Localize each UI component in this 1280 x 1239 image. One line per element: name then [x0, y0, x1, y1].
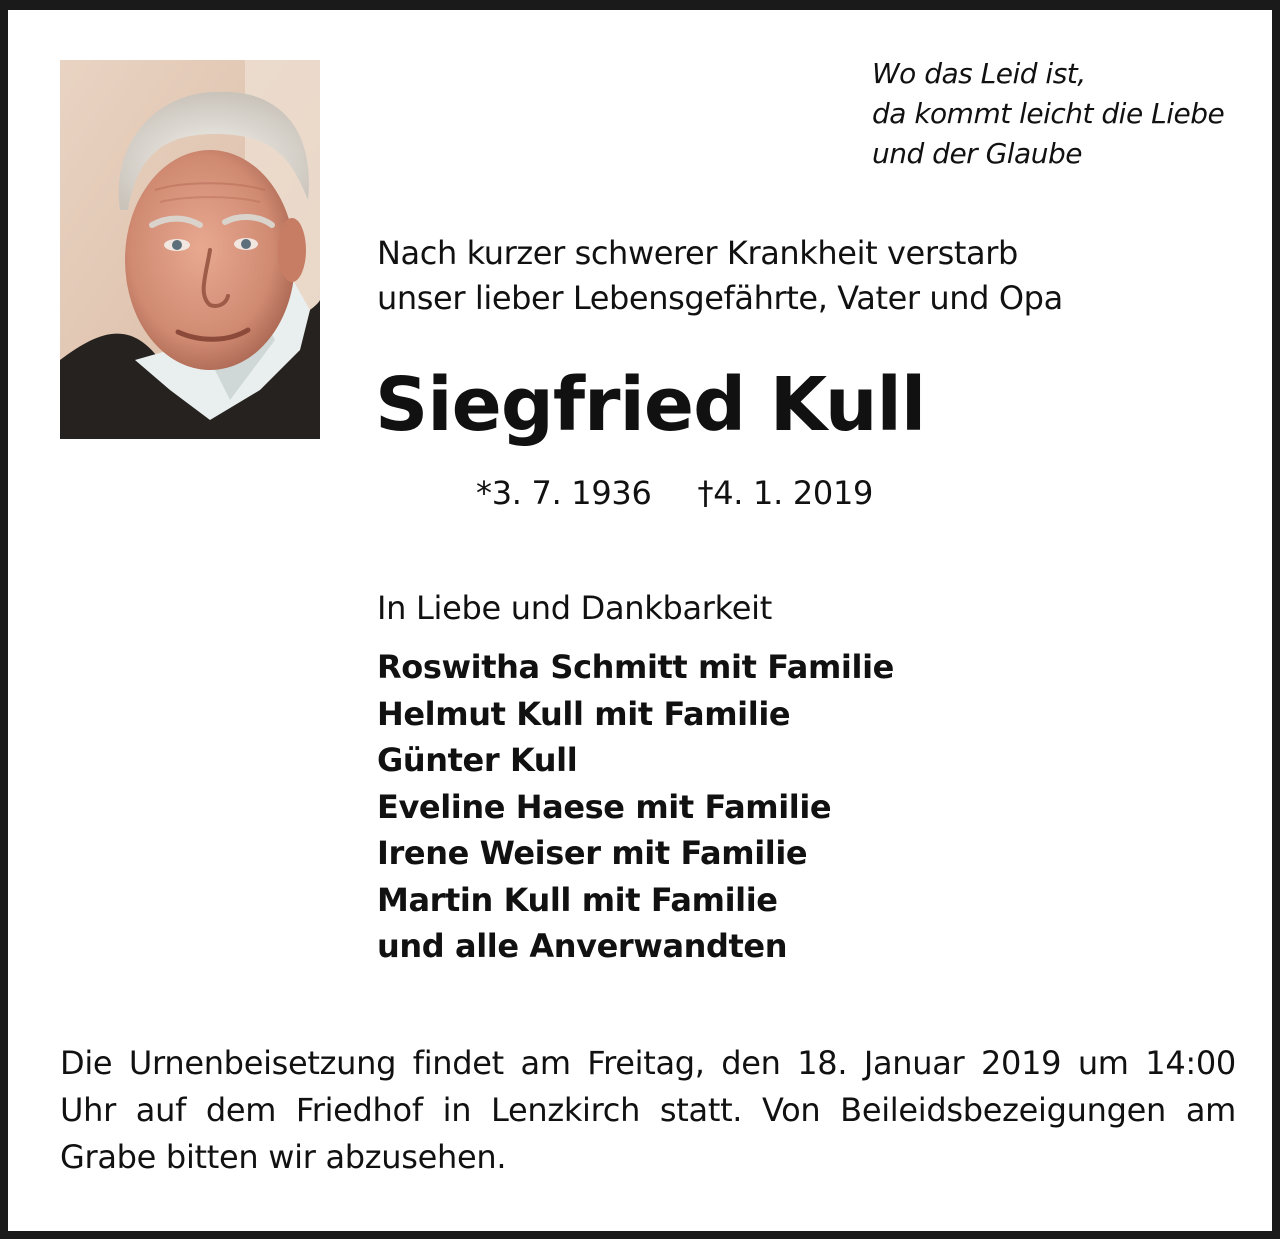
- death-date: †4. 1. 2019: [697, 474, 874, 512]
- mourner-item: Martin Kull mit Familie: [377, 880, 778, 919]
- motto-line: Wo das Leid ist,: [872, 57, 1086, 90]
- notice-line: Die Urnenbeisetzung findet am Freitag, den 18. Januar 2019 um 14:00: [60, 1044, 1236, 1082]
- mourner-item: Roswitha Schmitt mit Familie: [377, 648, 894, 686]
- life-dates: [476, 471, 873, 515]
- motto-quote: [872, 54, 1252, 174]
- mourners-list: [377, 644, 894, 970]
- intro-line: unser lieber Lebensgefährte, Vater und Opa: [377, 279, 1063, 317]
- portrait-image: [60, 60, 320, 439]
- mourner-item: Helmut Kull mit Familie: [377, 694, 791, 733]
- mourner-item: Eveline Haese mit Familie: [377, 787, 832, 826]
- funeral-notice: [60, 1040, 1236, 1181]
- motto-line: da kommt leicht die Liebe: [872, 97, 1225, 130]
- mourner-item: Günter Kull: [377, 741, 578, 779]
- motto-line: und der Glaube: [872, 137, 1082, 170]
- mourner-item: Irene Weiser mit Familie: [377, 834, 808, 872]
- intro-line: Nach kurzer schwerer Krankheit verstarb: [377, 234, 1018, 272]
- portrait-photo: [60, 60, 320, 439]
- notice-line: Uhr auf dem Friedhof in Lenzkirch statt. Von Beileidsbezeigungen am: [60, 1091, 1236, 1129]
- deceased-name: Siegfried Kull: [375, 362, 926, 448]
- mourner-item: und alle Anverwandten: [377, 927, 788, 965]
- dedication-text: In Liebe und Dankbarkeit: [377, 589, 772, 627]
- birth-date: *3. 7. 1936: [476, 474, 652, 512]
- notice-line: Grabe bitten wir abzusehen.: [60, 1138, 507, 1176]
- intro-text: [377, 231, 1237, 321]
